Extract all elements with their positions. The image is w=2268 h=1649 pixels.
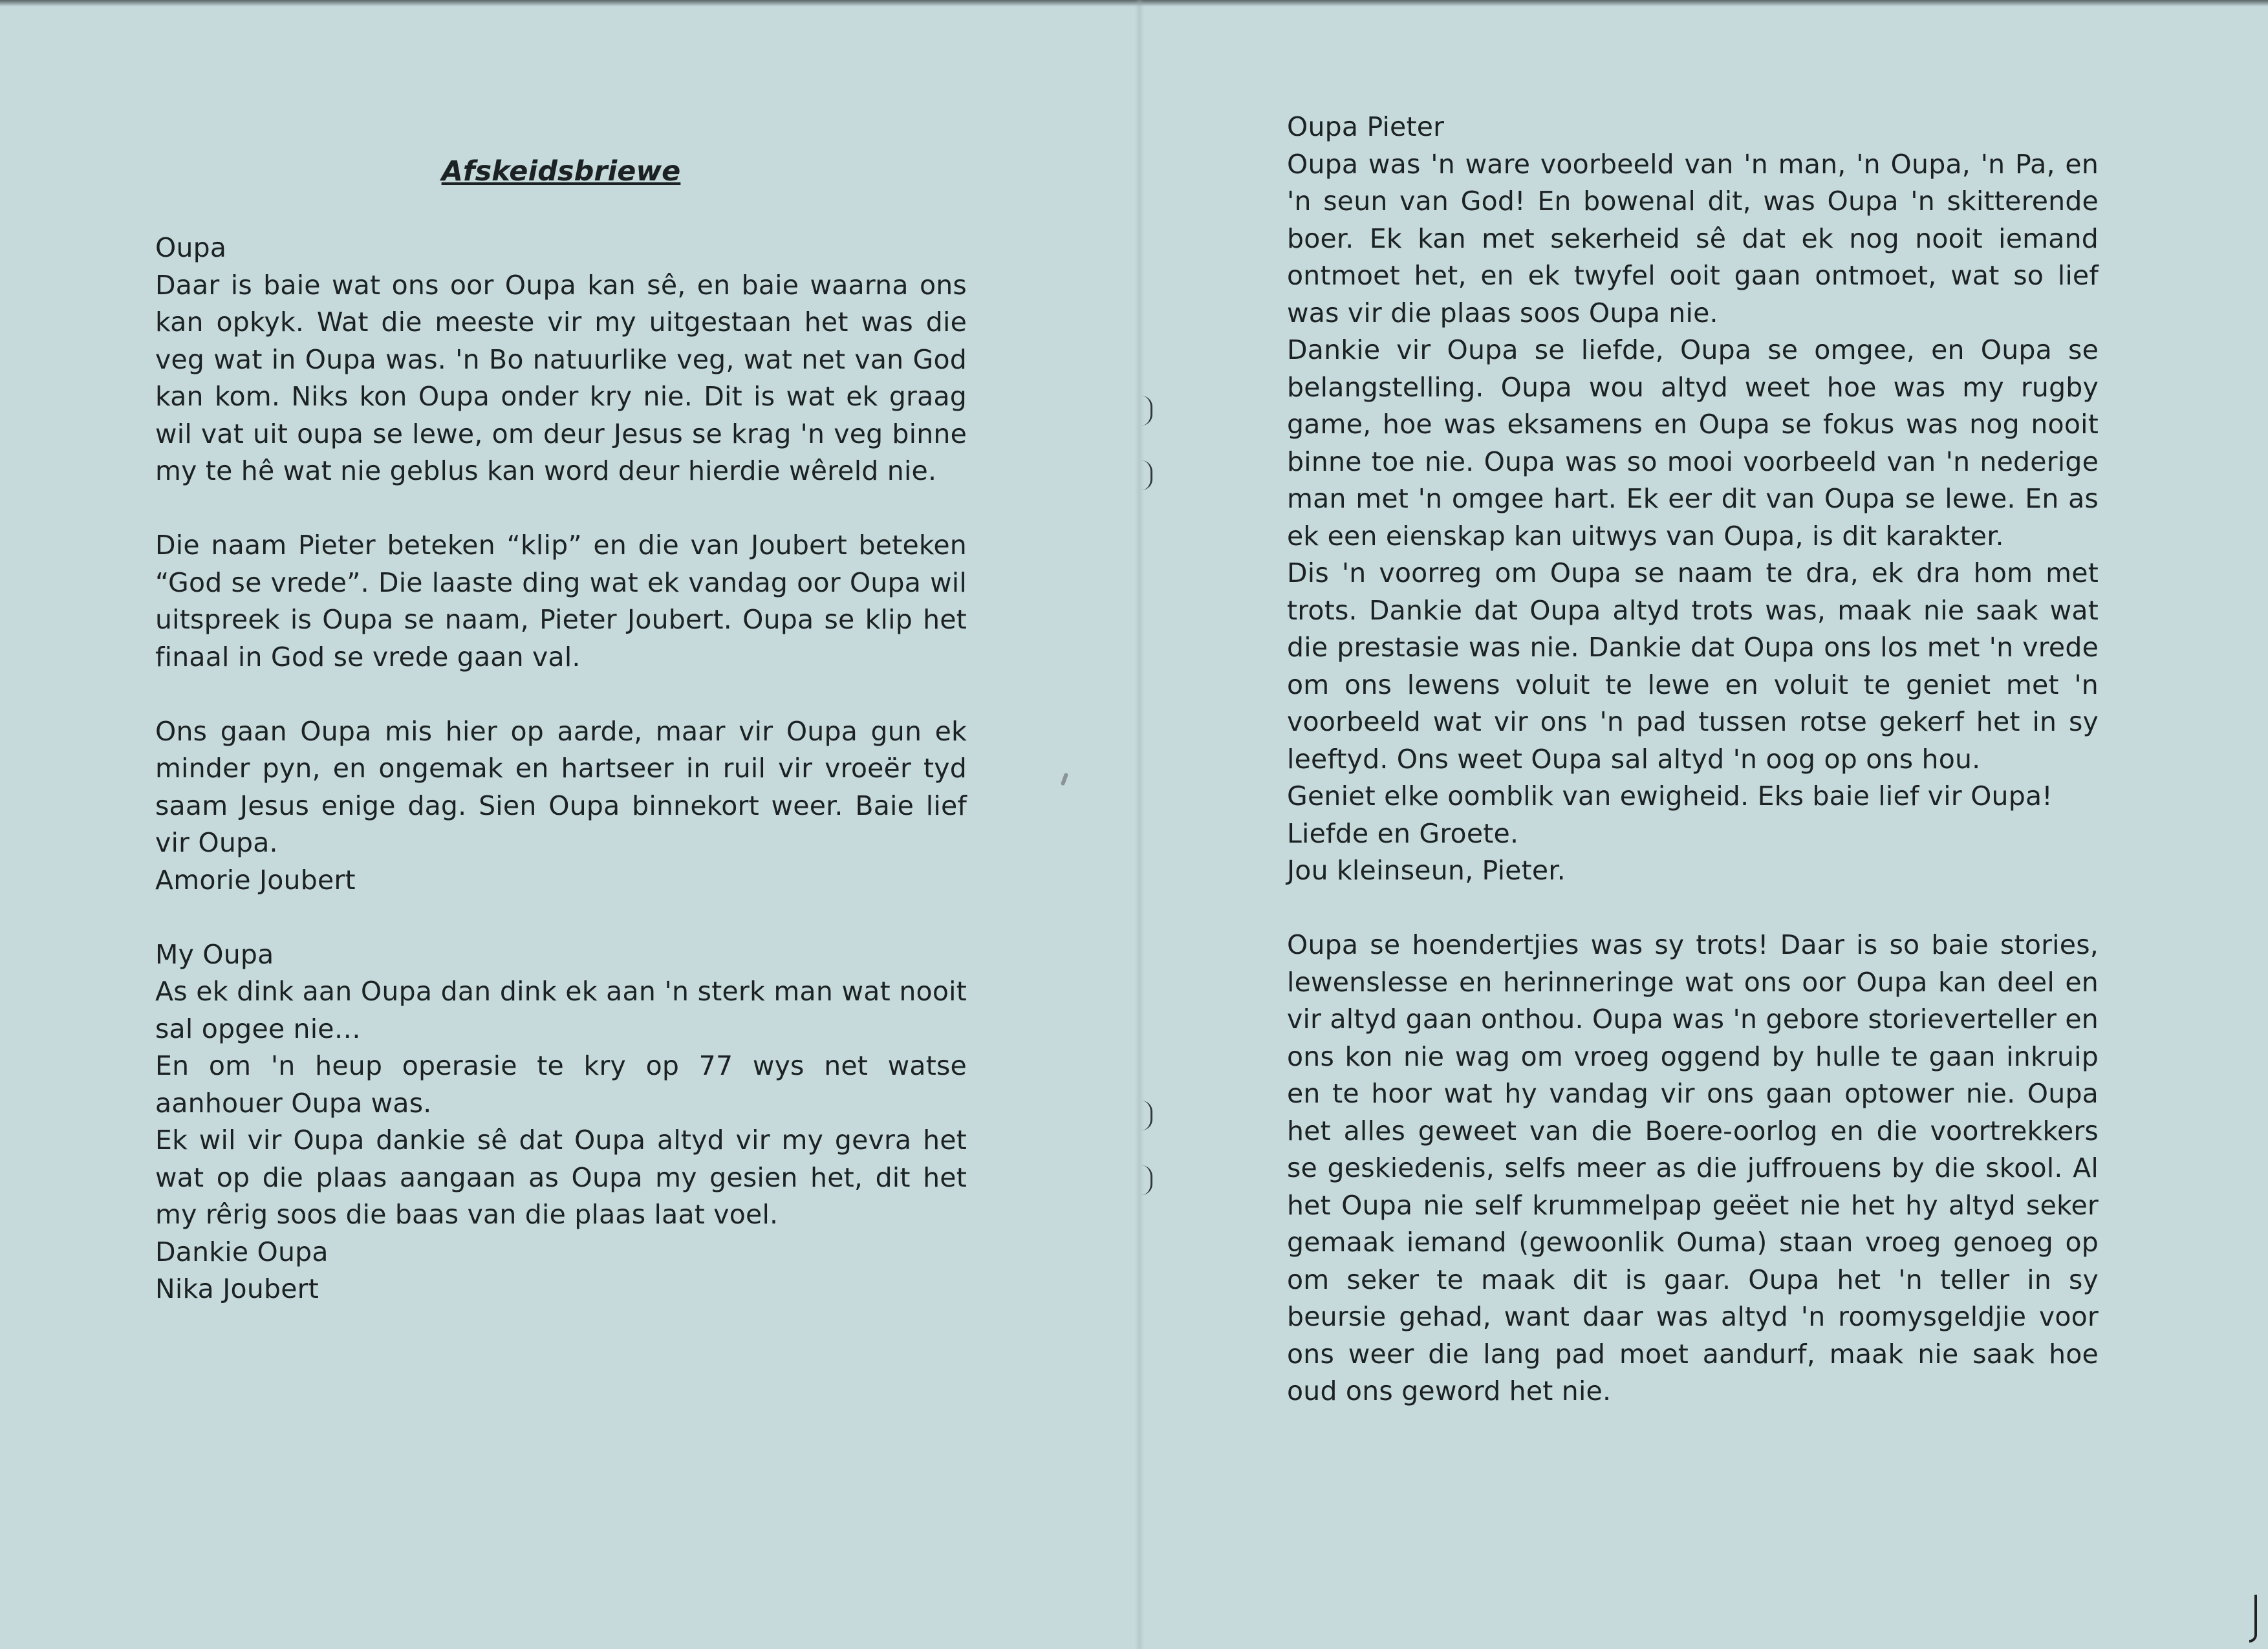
letter-signature: Nika Joubert [155,1273,319,1304]
letter-paragraph: Oupa was 'n ware voorbeeld van 'n man, 'n Oupa, 'n Pa, en 'n seun van God! En bowenal dit, was Oupa 'n skitterende boer. Ek kan met sekerheid sê dat ek nog nooit iemand ontmoet het, en ek twyfel ooit gaan ontmoet, wat so lief was vir die plaas soos Oupa nie. [1287,148,2099,329]
letter-my-oupa [155,936,967,1308]
letter-heading: My Oupa [155,938,274,970]
letter-gap [1287,890,2099,927]
letter-line: As ek dink aan Oupa dan dink ek aan 'n sterk man wat nooit sal opgee nie… [155,976,967,1044]
staple-mark [1141,1165,1152,1195]
letter-paragraph: Dis 'n voorreg om Oupa se naam te dra, ek dra hom met trots. Dankie dat Oupa altyd trots was, maak nie saak wat die prestasie was nie. Dankie dat Oupa ons los met 'n vrede om ons lewens voluit te lewe en voluit te geniet met 'n voorbeeld wat vir ons 'n pad tussen rotse gekerf het in sy leeftyd. Ons weet Oupa sal altyd 'n oog op ons hou. [1287,557,2099,775]
right-page-column [1287,109,2099,1410]
page-title: Afskeidsbriewe [441,155,681,188]
page-corner-mark [2249,1595,2257,1643]
paragraph-gap [155,490,967,528]
letter-closing: Liefde en Groete. [1287,817,1519,849]
letter-line: Ek wil vir Oupa dankie sê dat Oupa altyd vir my gevra het wat op die plaas aangaan as Oupa my gesien het, dit het my rêrig soos die baas van die plaas laat voel. [155,1125,967,1230]
letter-heading: Oupa [155,232,227,263]
letter-oupa [155,230,967,899]
staple-mark [1141,396,1152,426]
letter-hoendertjies [1287,927,2099,1410]
letter-line: En om 'n heup operasie te kry op 77 wys net watse aanhouer Oupa was. [155,1050,967,1119]
letter-line: Geniet elke oomblik van ewigheid. Eks baie lief vir Oupa! [1287,781,2053,812]
letter-gap [155,899,967,936]
letter-paragraph: Dankie vir Oupa se liefde, Oupa se omgee, en Oupa se belangstelling. Oupa wou altyd weet hoe was my rugby game, hoe was eksamens en Oupa se fokus was nog nooit binne toe nie. Oupa was so mooi voorbeeld van 'n nederige man met 'n omgee hart. Ek eer dit van Oupa se lewe. En as ek een eienskap kan uitwys van Oupa, is dit karakter. [1287,334,2099,552]
letter-paragraph: Daar is baie wat ons oor Oupa kan sê, en baie waarna ons kan opkyk. Wat die meeste vir my uitgestaan het was die veg wat in Oupa was. 'n Bo natuurlike veg, wat net van God kan kom. Niks kon Oupa onder kry nie. Dit is wat ek graag wil vat uit oupa se lewe, om deur Jesus se krag 'n veg binne my te hê wat nie geblus kan word deur hierdie wêreld nie. [155,269,967,486]
staple-mark [1141,460,1152,490]
left-page-column [155,230,967,1308]
staple-mark [1141,1101,1152,1130]
letter-paragraph: Oupa se hoendertjies was sy trots! Daar is so baie stories, lewenslesse en herinneringe wat ons oor Oupa kan deel en vir altyd gaan onthou. Oupa was 'n gebore storieverteller en ons kon nie wag om vroeg oggend by hulle te gaan inkruip en te hoor wat hy vandag vir ons gaan optower nie. Oupa het alles geweet van die Boere-oorlog en die voortrekkers se geskiedenis, selfs meer as die juffrouens by die skool. Al het Oupa nie self krummelpap geëet nie het hy altyd seker gemaak iemand (gewoonlik Ouma) staan vroeg genoeg op om seker te maak dit is gaar. Oupa het 'n teller in sy beursie gehad, want daar was altyd 'n roomysgeldjie voor ons weer die lang pad moet aandurf, maak nie saak hoe oud ons geword het nie. [1287,929,2099,1406]
letter-closing: Dankie Oupa [155,1236,329,1267]
letter-oupa-pieter [1287,109,2099,890]
scan-top-edge [0,0,2268,6]
letter-paragraph: Die naam Pieter beteken “klip” en die van Joubert beteken “God se vrede”. Die laaste ding wat ek vandag oor Oupa wil uitspreek is Oupa se naam, Pieter Joubert. Oupa se klip het finaal in God se vrede gaan val. [155,530,967,673]
letter-heading: Oupa Pieter [1287,111,1445,142]
letter-signature: Jou kleinseun, Pieter. [1287,855,1566,886]
paper-speck [1061,773,1068,786]
center-fold [1135,0,1144,1649]
letter-paragraph: Ons gaan Oupa mis hier op aarde, maar vir Oupa gun ek minder pyn, en ongemak en hartseer in ruil vir vroeër tyd saam Jesus enige dag. Sien Oupa binnekort weer. Baie lief vir Oupa. [155,715,967,858]
letter-signature: Amorie Joubert [155,864,356,896]
paragraph-gap [155,676,967,713]
